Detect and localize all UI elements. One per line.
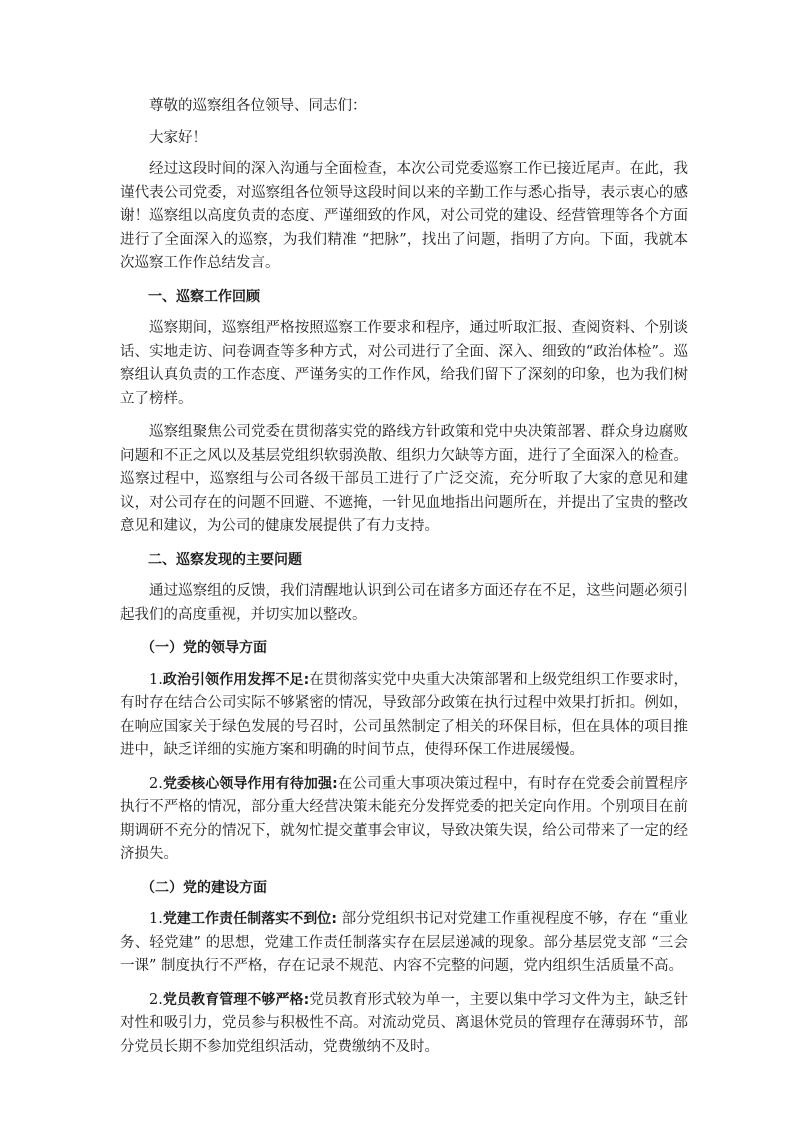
section2-intro: 通过巡察组的反馈，我们清醒地认识到公司在诸多方面还存在不足，这些问题必须引起我们的高度重视，并切实加以整改。 [120,583,688,623]
section1-paragraph-2: 巡察组聚焦公司党委在贯彻落实党的路线方针政策和党中央决策部署、群众身边腐败问题和不正之风以及基层党组织软弱涣散、组织力欠缺等方面，进行了全面深入的检查。巡察过程中，巡察组与公司各级干部员工进行了广泛交流，充分听取了大家的意见和建议，对公司存在的问题不回避、不遮掩，一针见血地指出问题所在，并提出了宝贵的整改意见和建议，为公司的健康发展提供了有力支持。 [120,424,688,534]
item-lead: 党建工作责任制落实不到位: [162,911,337,927]
salutation: 尊敬的巡察组各位领导、同志们： [149,98,367,114]
section2-heading: 二、巡察发现的主要问题 [148,551,302,568]
section1-heading: 一、巡察工作回顾 [148,288,260,305]
intro-paragraph: 经过这段时间的深入沟通与全面检查，本次公司党委巡察工作已接近尾声。在此，我谨代表公司党委，对巡察组各位领导这段时间以来的辛勤工作与悉心指导，表示衷心的感谢！巡察组以高度负责的态度、严谨细致的作风，对公司党的建设、经营管理等各个方面进行了全面深入的巡察，为我们精准 “把脉”，找出了问题，指明了方向。下面，我就本次巡察工作作总结发言。 [120,161,688,271]
document-body [120,95,688,1059]
item-number: 1. [149,671,163,688]
item-text: 部分党组织书记对党建工作重视程度不够，存在 “重业务、轻党建” 的思想，党建工作责任制落实存在层层递减的现象。部分基层党支部 “三会一课” 制度执行不严格，存在记录不规范、内容不完整的问题，党内组织生活质量不高。 [120,911,688,974]
item-number: 2. [149,775,163,792]
item-number: 2. [149,991,163,1008]
item-text: 在贯彻落实党中央重大决策部署和上级党组织工作要求时，有时存在结合公司实际不够紧密的情况，导致部分政策在执行过程中效果打折扣。例如，在响应国家关于绿色发展的号召时，公司虽然制定了相关的环保目标，但在具体的项目推进中，缺乏详细的实施方案和明确的时间节点，使得环保工作进展缓慢。 [120,671,688,758]
subsection2-item-2 [120,989,688,1060]
subsection1-heading: （一）党的领导方面 [141,640,267,656]
item-text: 党员教育形式较为单一，主要以集中学习文件为主，缺乏针对性和吸引力，党员参与积极性不高。对流动党员、离退休党员的管理存在薄弱环节，部分党员长期不参加党组织活动，党费缴纳不及时。 [120,991,688,1055]
item-lead: 党员教育管理不够严格: [162,991,310,1008]
section1-paragraph-1: 巡察期间，巡察组严格按照巡察工作要求和程序，通过听取汇报、查阅资料、个别谈话、实地走访、问卷调查等多种方式，对公司进行了全面、深入、细致的“政治体检”。巡察组认真负责的工作态度、严谨务实的工作作风，给我们留下了深刻的印象，也为我们树立了榜样。 [120,320,688,407]
item-lead: 党委核心领导作用有待加强: [162,775,338,792]
subsection2-item-1 [120,908,688,979]
item-lead: 政治引领作用发挥不足: [162,671,310,688]
subsection1-item-1 [120,669,688,763]
subsection2-heading: （二）党的建设方面 [141,879,267,896]
item-text: 在公司重大事项决策过程中，有时存在党委会前置程序执行不严格的情况，部分重大经营决策未能充分发挥党委的把关定向作用。个别项目在前期调研不充分的情况下，就匆忙提交董事会审议，导致决策失误，给公司带来了一定的经济损失。 [120,775,689,862]
subsection1-item-2 [120,773,688,867]
greeting: 大家好！ [149,129,207,146]
item-number: 1. [149,911,163,927]
